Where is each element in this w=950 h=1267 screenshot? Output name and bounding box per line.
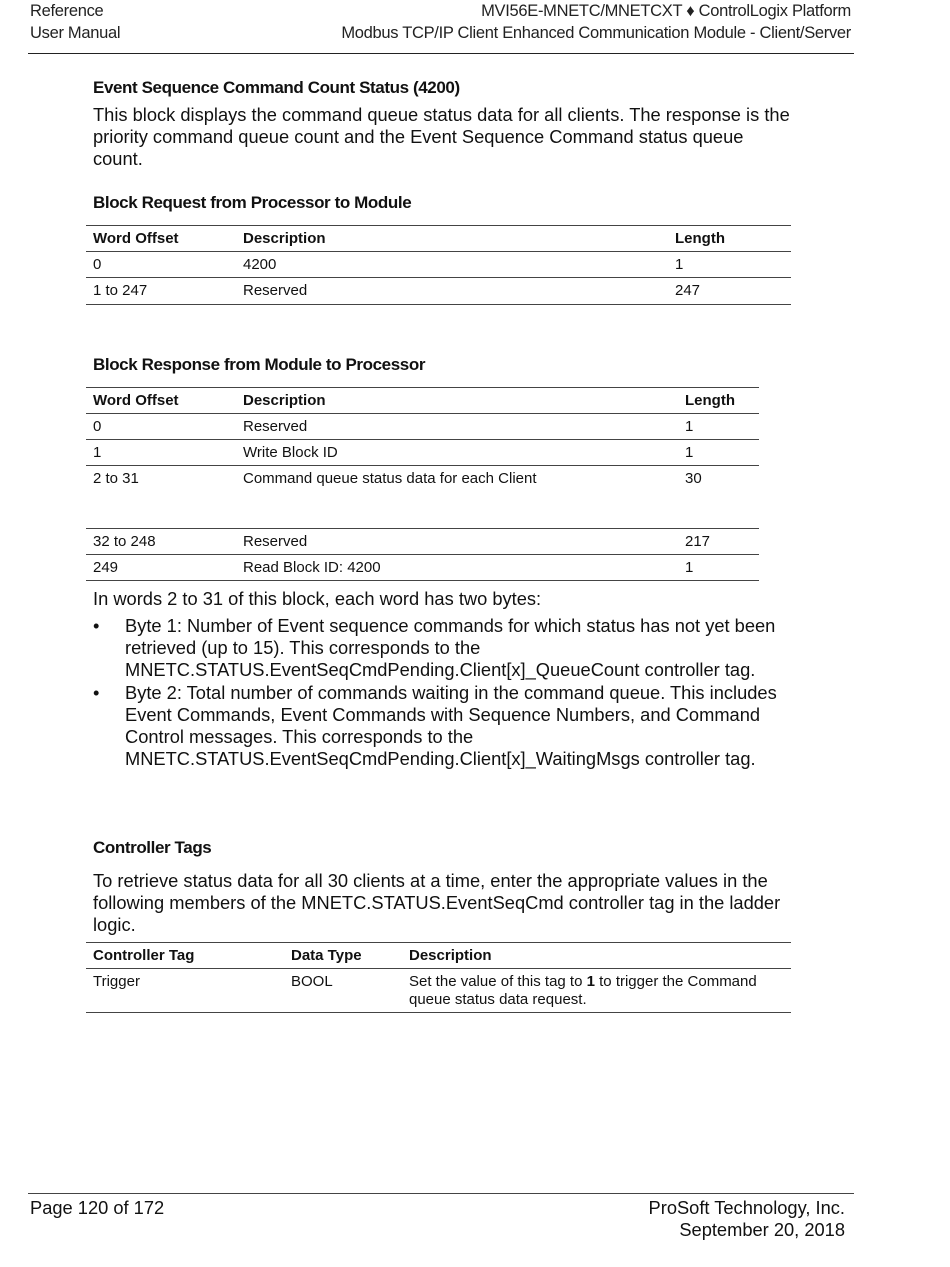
bullet-icon: •	[93, 682, 100, 703]
table-row	[86, 414, 759, 440]
page-number: Page 120 of 172	[30, 1197, 165, 1218]
table-row	[86, 440, 759, 466]
table-cell: 1	[668, 252, 791, 278]
list-item-text: Byte 1: Number of Event sequence commands for which status has not yet been retrieved (up to 15). This corresponds to the MNETC.STATUS.EventSeqCmdPending.Client[x]_QueueCount controller tag.	[125, 615, 776, 680]
header-module: Modbus TCP/IP Client Enhanced Communication Module - Client/Server	[341, 24, 851, 42]
section-title: Event Sequence Command Count Status (4200)	[93, 78, 460, 97]
column-header: Description	[236, 388, 678, 414]
table-row	[86, 466, 759, 529]
column-header: Data Type	[284, 943, 402, 969]
request-table	[86, 225, 791, 305]
table-cell: 249	[86, 555, 236, 581]
header-divider	[28, 53, 854, 54]
table-cell: 1	[678, 414, 759, 440]
table-header-row	[86, 388, 759, 414]
list-item-text: Byte 2: Total number of commands waiting in the command queue. This includes Event Commands, Event Commands with Sequence Numbers, and Command Control messages. This corresponds to the MNETC.STATUS.EventSeqCmdPending.Client[x]_WaitingMsgs controller tag.	[125, 682, 777, 769]
controller-tags-intro: To retrieve status data for all 30 clients at a time, enter the appropriate values in the following members of the MNETC.STATUS.EventSeqCmd controller tag in the ladder logic.	[93, 870, 781, 935]
byte-list	[93, 615, 793, 771]
controller-tags-table	[86, 942, 791, 1013]
table-cell: 4200	[236, 252, 668, 278]
desc-text: Set the value of this tag to	[409, 973, 587, 990]
response-table-title: Block Response from Module to Processor	[93, 355, 426, 374]
request-table-title: Block Request from Processor to Module	[93, 193, 412, 212]
list-item	[93, 615, 793, 681]
words-intro: In words 2 to 31 of this block, each word has two bytes:	[93, 588, 542, 609]
table-row	[86, 252, 791, 278]
list-item	[93, 682, 793, 770]
desc-text: to trigger the Command queue status data request.	[409, 973, 757, 1008]
header-right	[341, 0, 851, 44]
table-cell: 217	[678, 529, 759, 555]
table-header-row	[86, 943, 791, 969]
footer-company: ProSoft Technology, Inc.	[648, 1197, 845, 1218]
table-cell: Reserved	[236, 278, 668, 305]
section-intro: This block displays the command queue status data for all clients. The response is the priority command queue count and the Event Sequence Command status queue count.	[93, 104, 790, 169]
desc-bold-value: 1	[586, 973, 595, 990]
column-header: Length	[668, 226, 791, 252]
header-product: MVI56E-MNETC/MNETCXT ♦ ControlLogix Platform	[481, 2, 851, 20]
table-cell: 1 to 247	[86, 278, 236, 305]
column-header: Word Offset	[86, 226, 236, 252]
table-cell: Read Block ID: 4200	[236, 555, 678, 581]
table-cell	[402, 969, 791, 1013]
table-cell: 1	[86, 440, 236, 466]
table-cell: Reserved	[236, 414, 678, 440]
table-cell: Write Block ID	[236, 440, 678, 466]
table-cell: Command queue status data for each Client	[236, 466, 678, 529]
table-cell: 1	[678, 440, 759, 466]
table-cell: 30	[678, 466, 759, 529]
table-cell: 32 to 248	[86, 529, 236, 555]
header-user-manual: User Manual	[30, 24, 121, 42]
column-header: Word Offset	[86, 388, 236, 414]
table-row	[86, 529, 759, 555]
table-cell: BOOL	[284, 969, 402, 1013]
response-table	[86, 387, 759, 581]
table-row	[86, 555, 759, 581]
table-row	[86, 969, 791, 1013]
bullet-icon: •	[93, 615, 100, 636]
table-cell: 0	[86, 414, 236, 440]
footer-divider	[28, 1193, 854, 1194]
table-cell: 2 to 31	[86, 466, 236, 529]
header-reference: Reference	[30, 2, 104, 20]
column-header: Description	[402, 943, 791, 969]
table-cell: 0	[86, 252, 236, 278]
controller-tags-title: Controller Tags	[93, 838, 212, 857]
column-header: Length	[678, 388, 759, 414]
table-header-row	[86, 226, 791, 252]
footer-date: September 20, 2018	[679, 1219, 845, 1240]
header-left	[30, 0, 120, 44]
table-cell: Trigger	[86, 969, 284, 1013]
column-header: Description	[236, 226, 668, 252]
table-cell: 1	[678, 555, 759, 581]
column-header: Controller Tag	[86, 943, 284, 969]
table-row	[86, 278, 791, 305]
table-cell: Reserved	[236, 529, 678, 555]
table-cell: 247	[668, 278, 791, 305]
